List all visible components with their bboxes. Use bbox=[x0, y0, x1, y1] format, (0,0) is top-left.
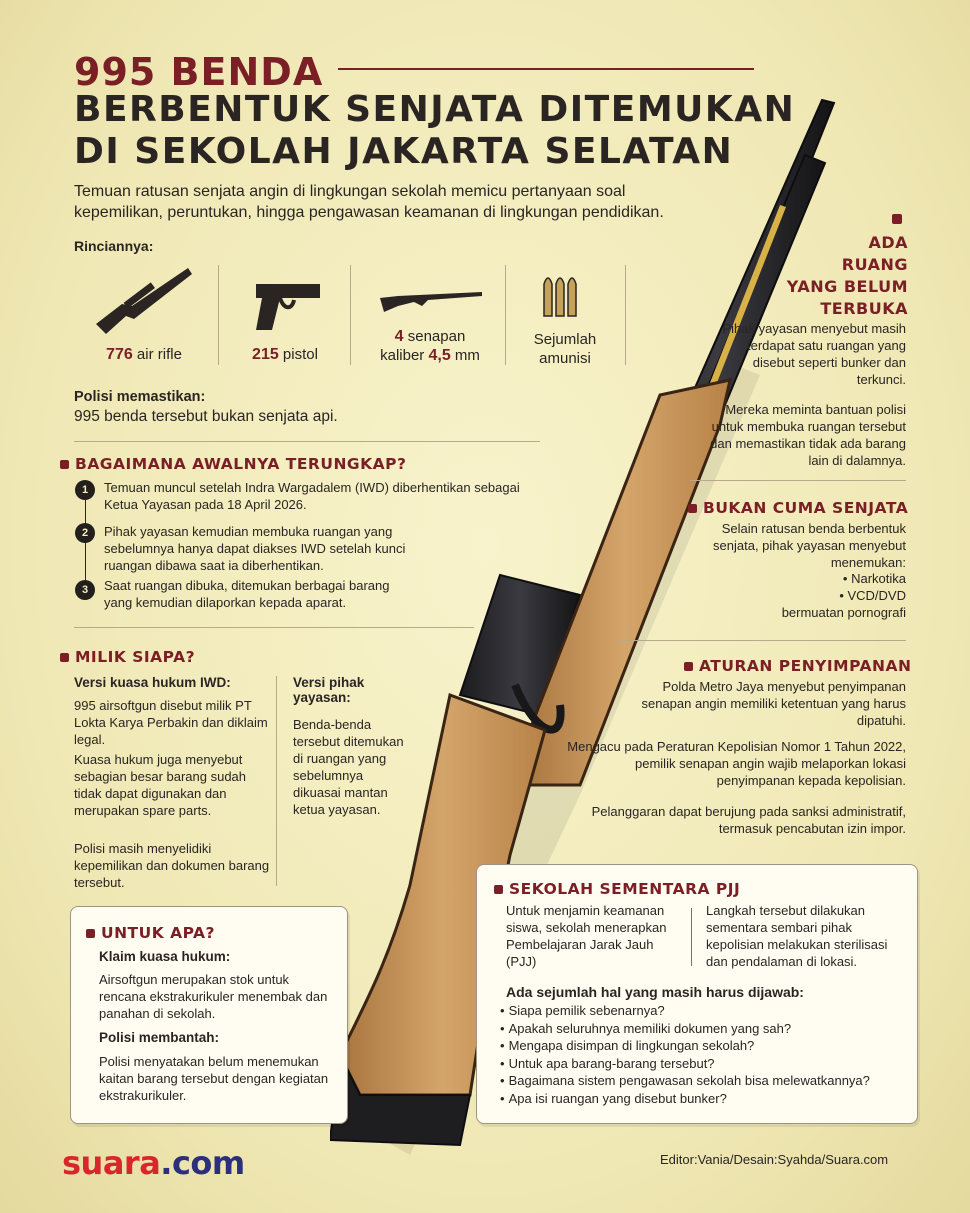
room-text-2: Mereka meminta bantuan polisi untuk membuka ruangan tersebut dan memastikan tidak ada barang lain di dalamnya. bbox=[710, 402, 906, 468]
section-heading-ownership: MILIK SIAPA? bbox=[60, 648, 195, 666]
step-text: Pihak yayasan kemudian membuka ruangan yang sebelumnya hanya dapat diakses IWD setelah kunci ruangan dibawa saat ia diberhentikan. bbox=[104, 524, 406, 573]
headline-number: 995 BENDA bbox=[74, 50, 324, 94]
legal-version-p1: 995 airsoftgun disebut milik PT Lokta Karya Perbakin dan diklaim legal. bbox=[74, 698, 268, 747]
remote-text-left: Untuk menjamin keamanan siswa, sekolah menerapkan Pembelajaran Jarak Jauh (PJJ) bbox=[506, 903, 667, 969]
list-item: • Apakah seluruhnya memiliki dokumen yang sah? bbox=[500, 1020, 910, 1038]
pistol-icon bbox=[250, 280, 324, 332]
other-items-text: Selain ratusan benda berbentuk senjata, pihak yayasan menyebut menemukan: bbox=[713, 521, 906, 570]
storage-text-3: Pelanggaran dapat berujung pada sanksi administratif, termasuk pencabutan izin impor. bbox=[591, 804, 906, 836]
caliber-rifle-icon bbox=[378, 288, 484, 314]
headline-line2: BERBENTUK SENJATA DITEMUKAN bbox=[74, 89, 796, 130]
questions-label: Ada sejumlah hal yang masih harus dijawab: bbox=[506, 984, 804, 1000]
section-heading-remote-learning: SEKOLAH SEMENTARA PJJ bbox=[494, 880, 740, 898]
section-heading-other-items: BUKAN CUMA SENJATA bbox=[688, 499, 908, 517]
section-heading-origin: BAGAIMANA AWALNYA TERUNGKAP? bbox=[60, 455, 407, 473]
room-text-1: Pihak yayasan menyebut masih terdapat satu ruangan yang disebut seperti bunker dan terkunci. bbox=[722, 321, 906, 387]
lede-text: Temuan ratusan senjata angin di lingkungan sekolah memicu pertanyaan soal kepemilikan, peruntukan, hingga pengawasan keamanan di lingkungan pendidikan. bbox=[74, 183, 664, 221]
police-confirm-label: Polisi memastikan: bbox=[74, 389, 206, 405]
stat-caliber-rifle: 4 senapan kaliber 4,5 mm bbox=[380, 328, 480, 364]
other-items-list bbox=[760, 570, 906, 621]
step-number: 3 bbox=[75, 580, 95, 600]
ammunition-icon bbox=[540, 270, 584, 320]
stat-ammunition: Sejumlah amunisi bbox=[533, 331, 597, 367]
stat-pistol: 215 pistol bbox=[252, 346, 318, 363]
legal-version-p3: Polisi masih menyelidiki kepemilikan dan dokumen barang tersebut. bbox=[74, 841, 270, 890]
stat-air-rifle: 776 air rifle bbox=[106, 346, 182, 363]
section-heading-purpose: UNTUK APA? bbox=[86, 924, 215, 942]
list-item: bermuatan pornografi bbox=[781, 605, 906, 620]
list-item: • Siapa pemilik sebenarnya? bbox=[500, 1002, 910, 1020]
storage-text-1: Polda Metro Jaya menyebut penyimpanan senapan angin memiliki ketentuan yang harus dipatuhi. bbox=[641, 679, 906, 728]
foundation-version-label: Versi pihak yayasan: bbox=[293, 675, 365, 705]
list-item: • Mengapa disimpan di lingkungan sekolah? bbox=[500, 1037, 910, 1055]
step-text: Temuan muncul setelah Indra Wargadalem (IWD) diberhentikan sebagai Ketua Yayasan pada 18 April 2026. bbox=[104, 480, 520, 512]
section-heading-storage-rules: ATURAN PENYIMPANAN bbox=[684, 657, 911, 675]
foundation-version-text: Benda-benda tersebut ditemukan di ruangan yang sebelumnya dikuasai mantan ketua yayasan. bbox=[293, 717, 404, 817]
list-item: • Untuk apa barang-barang tersebut? bbox=[500, 1055, 910, 1073]
section-marker bbox=[892, 214, 902, 224]
legal-version-p2: Kuasa hukum juga menyebut sebagian besar barang sudah tidak dapat digunakan dan merupakan spare parts. bbox=[74, 752, 247, 818]
headline-line3: DI SEKOLAH JAKARTA SELATAN bbox=[74, 131, 734, 172]
rebuttal-label: Polisi membantah: bbox=[99, 1030, 220, 1045]
rebuttal-text: Polisi menyatakan belum menemukan kaitan barang tersebut dengan kegiatan ekstrakurikuler. bbox=[99, 1054, 329, 1103]
divider bbox=[691, 908, 692, 966]
divider bbox=[350, 265, 351, 365]
divider bbox=[618, 640, 906, 641]
claim-label: Klaim kuasa hukum: bbox=[99, 949, 231, 964]
police-confirm-text: 995 benda tersebut bukan senjata api. bbox=[74, 408, 338, 425]
step-number: 2 bbox=[75, 523, 95, 543]
divider bbox=[690, 480, 906, 481]
step-text: Saat ruangan dibuka, ditemukan berbagai barang yang kemudian dilaporkan kepada aparat. bbox=[104, 578, 390, 610]
legal-version-label: Versi kuasa hukum IWD: bbox=[74, 675, 231, 690]
divider bbox=[505, 265, 506, 365]
divider bbox=[625, 265, 626, 365]
list-item: • Bagaimana sistem pengawasan sekolah bisa melewatkannya? bbox=[500, 1072, 910, 1090]
suara-logo: suara.com bbox=[62, 1144, 245, 1182]
list-item: • Narkotika bbox=[842, 571, 906, 586]
credits: Editor:Vania/Desain:Syahda/Suara.com bbox=[660, 1152, 889, 1167]
title-rule bbox=[338, 68, 754, 70]
section-heading-room: ADA RUANG YANG BELUM TERBUKA bbox=[786, 233, 908, 318]
divider bbox=[276, 676, 277, 886]
step-number: 1 bbox=[75, 480, 95, 500]
list-item: • Apa isi ruangan yang disebut bunker? bbox=[500, 1090, 910, 1108]
air-rifle-icon bbox=[92, 264, 200, 336]
details-label: Rinciannya: bbox=[74, 238, 154, 254]
divider bbox=[218, 265, 219, 365]
remote-text-right: Langkah tersebut dilakukan sementara sembari pihak kepolisian melakukan sterilisasi dan pendalaman di lokasi. bbox=[706, 903, 888, 969]
claim-text: Airsoftgun merupakan stok untuk rencana ekstrakurikuler menembak dan panahan di sekolah. bbox=[99, 972, 328, 1021]
questions-list bbox=[500, 1002, 910, 1107]
divider bbox=[74, 627, 474, 628]
divider bbox=[74, 441, 540, 442]
list-item: • VCD/DVD bbox=[839, 588, 906, 603]
storage-text-2: Mengacu pada Peraturan Kepolisian Nomor 1 Tahun 2022, pemilik senapan angin wajib melaporkan lokasi penyimpanan kepada kepolisian. bbox=[567, 739, 906, 788]
